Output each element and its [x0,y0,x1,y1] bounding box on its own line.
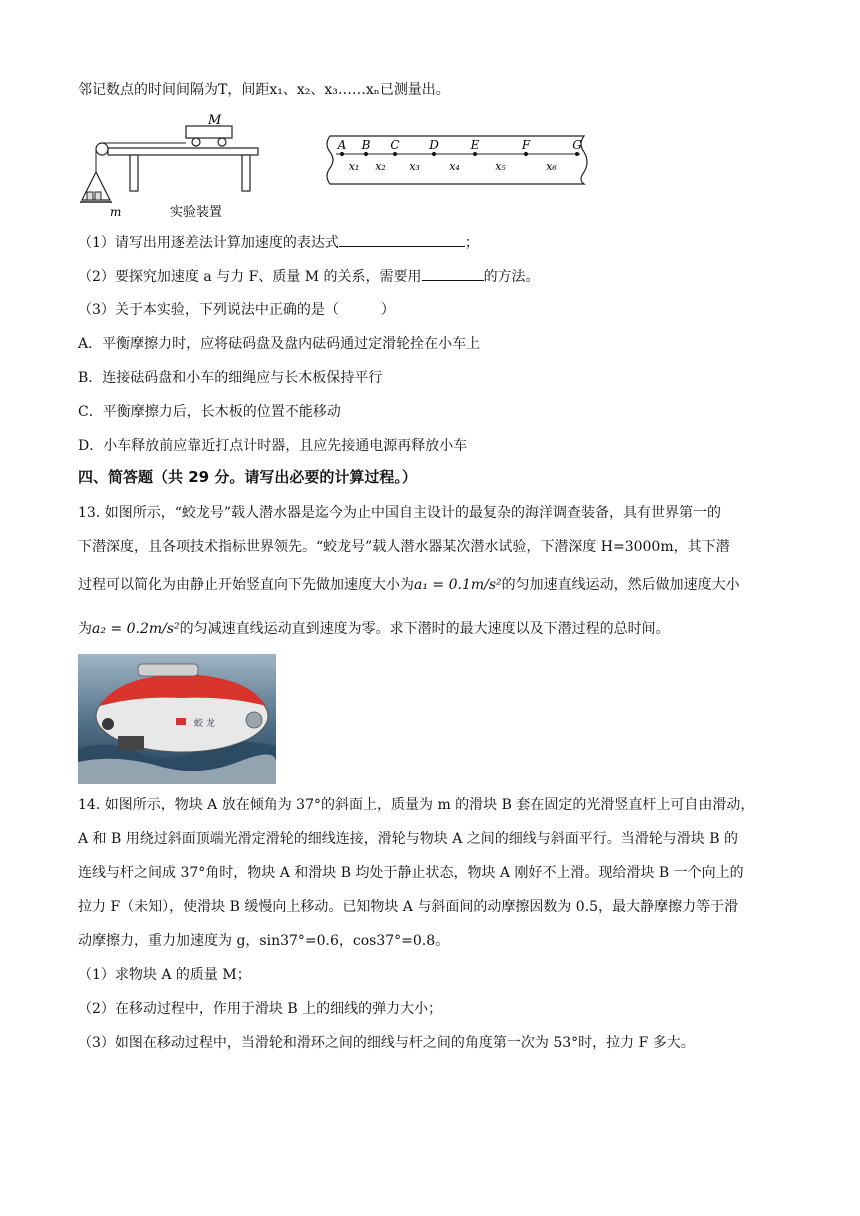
tape-gap-label: x₄ [449,160,460,173]
tape-dot [364,152,368,156]
option-c[interactable]: C．平衡摩擦力后，长木板的位置不能移动 [78,404,341,420]
tape-point-label: G [572,138,582,152]
option-d[interactable]: D．小车释放前应靠近打点计时器，且应先接通电源再释放小车 [78,438,468,454]
q14-part1: （1）求物块 A 的质量 M； [78,967,251,983]
option-a[interactable]: A．平衡摩擦力时，应将砝码盘及盘内砝码通过定滑轮拴在小车上 [78,336,481,352]
tape-dot [524,152,528,156]
intro-line: 邻记数点的时间间隔为T，间距x₁、x₂、x₃……xₙ已测量出。 [78,82,450,98]
q13-line1: 13. 如图所示，“蛟龙号”载人潜水器是迄今为止中国自主设计的最复杂的海洋调查装备，具有世界第一的 [78,505,722,521]
table-leg [130,155,138,191]
submersible-label: 蛟 龙 [194,719,215,729]
q13-line3: 过程可以简化为由静止开始竖直向下先做加速度大小为a₁ = 0.1m/s²的匀加速直线运动，然后做加速度大小 [78,577,740,593]
label-M: M [208,113,222,128]
equation-a1: a₁ = 0.1m/s² [414,577,502,593]
tape-dot [473,152,477,156]
tape-point-label: C [390,138,400,152]
q14-line1: 14. 如图所示，物块 A 放在倾角为 37°的斜面上，质量为 m 的滑块 B 套在固定的光滑竖直杆上可自由滑动， [78,797,755,813]
figure-caption: 实验装置 [170,205,223,220]
q12-part3: （3）关于本实验，下列说法中正确的是（ ） [78,302,395,318]
tape-gap-label: x₃ [409,160,420,173]
weight [95,192,101,200]
q13-line2: 下潜深度，且各项技术指标世界领先。“蛟龙号”载人潜水器某次潜水试验，下潜深度 H=3000m，其下潜 [78,539,730,555]
tape-point-label: E [470,138,480,152]
tape-point-label: D [429,138,439,152]
tape-gap-label: x₁ [348,160,360,173]
label-m: m [110,205,122,219]
q14-part2: （2）在移动过程中，作用于滑块 B 上的细线的弹力大小； [78,1001,443,1017]
table-top [108,148,258,155]
apparatus-figure [78,112,270,222]
q14-line3: 连线与杆之间成 37°角时，物块 A 和滑块 B 均处于静止状态，物块 A 刚好不上滑。现给滑块 B 一个向上的 [78,865,744,881]
q13-line4: 为a₂ = 0.2m/s²的匀减速直线运动直到速度为零。求下潜时的最大速度以及下潜过程的总时间。 [78,621,670,637]
table-leg [242,155,250,191]
q12-part2: （2）要探究加速度 a 与力 F、质量 M 的关系，需要用 的方法。 [78,266,782,287]
pulley [96,143,108,155]
section-heading: 四、简答题（共 29 分。请写出必要的计算过程。） [78,468,417,486]
tape-gap-label: x₆ [546,160,557,173]
q12-part1: （1）请写出用逐差法计算加速度的表达式 ； [78,232,782,253]
tape-point-label: F [521,138,531,152]
tape-gap-label: x₂ [375,160,386,173]
cart-wheel [192,138,200,146]
tape-gap-label: x₅ [495,160,506,173]
tape-dot [393,152,397,156]
q14-line4: 拉力 F（未知），使滑块 B 缓慢向上移动。已知物块 A 与斜面间的动摩擦因数为 0.5，最大静摩擦力等于滑 [78,899,739,915]
q14-part3: （3）如图在移动过程中，当滑轮和滑环之间的细线与杆之间的角度第一次为 53°时，拉力 F 多大。 [78,1035,695,1051]
answer-blank-2[interactable] [422,266,484,281]
tape-point-label: A [337,138,347,152]
tape-dot [340,152,344,156]
option-b[interactable]: B．连接砝码盘和小车的细绳应与长木板保持平行 [78,370,383,386]
submersible-photo [78,654,276,784]
weight [87,192,93,200]
q14-line2: A 和 B 用绕过斜面顶端光滑定滑轮的细线连接，滑轮与物块 A 之间的细线与斜面平行。当滑轮与滑块 B 的 [78,831,738,847]
tape-point-label: B [361,138,371,152]
q14-line5: 动摩擦力，重力加速度为 g，sin37°=0.6，cos37°=0.8。 [78,933,450,949]
tape-dot [432,152,436,156]
equation-a2: a₂ = 0.2m/s² [92,621,180,637]
paper-tape-figure [322,132,588,188]
cart-wheel [218,138,226,146]
tape-dot [575,152,579,156]
answer-blank-1[interactable] [339,232,465,247]
